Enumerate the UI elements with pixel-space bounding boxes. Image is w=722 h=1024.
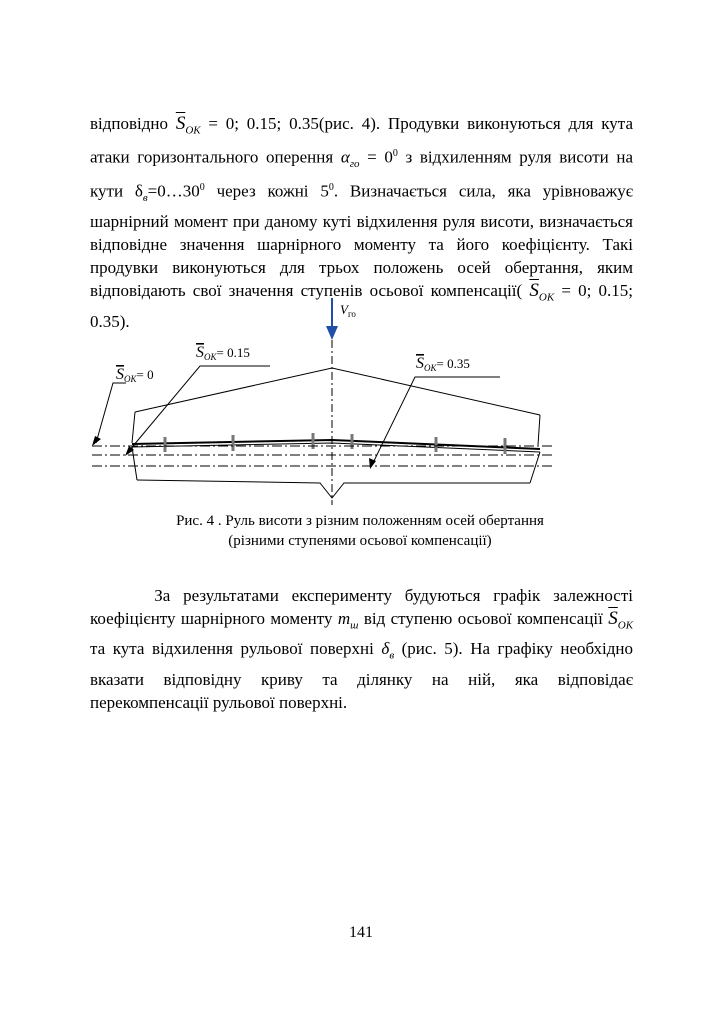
label-s015: $S_{ОК}= 0.15$: [196, 344, 250, 362]
page-number: 141: [349, 924, 373, 941]
leader-s0-arrowhead: [92, 436, 101, 446]
delta-subscript-2: в: [389, 649, 395, 662]
s-ok-symbol-3: $\overline{S}$: [608, 608, 618, 629]
paragraph-2: [90, 584, 633, 714]
p1-text-4: з відхиленням руля висоти на кути δ: [90, 148, 633, 202]
p2-text-3: та кута відхилення рульової поверхні: [90, 639, 382, 659]
degree-3: 0: [328, 182, 334, 194]
p1-text-6: через кожні 5: [204, 182, 329, 202]
s-ok-subscript: ОК: [185, 124, 201, 137]
alpha-subscript: го: [349, 158, 360, 171]
caption-line-1: Рис. 4 . Руль висоти з різним положенням осей обертання: [176, 513, 544, 529]
caption-line-2: (різними ступенями осьової компенсації): [228, 533, 492, 549]
hinge-line: [132, 440, 540, 449]
leader-s0: [96, 383, 126, 443]
label-s035: $S_{ОК}= 0.35$: [416, 355, 470, 373]
left-edge-lower: [132, 447, 137, 480]
label-s0: $S_{ОК}= 0$: [116, 366, 154, 384]
leading-edge-outline: [135, 368, 540, 415]
right-edge-lower: [530, 452, 540, 483]
degree-2: 0: [199, 182, 205, 194]
s-ok-subscript-2: ОК: [538, 291, 555, 304]
p2-text-4: (рис. 5). На графіку необхідно вказати відповідну криву та ділянку на ній, яка відповідає перекомпенсації рульової поверхні.: [90, 639, 633, 712]
m-subscript: ш: [350, 619, 359, 632]
right-edge-upper: [538, 415, 540, 445]
p2-text-1: За результатами експерименту будуються графік залежності коефіцієнту шарнірного моменту: [90, 586, 633, 628]
p2-text-2: від ступеню осьової компенсації: [358, 609, 609, 628]
p1-text-7: . Визначається сила, яка урівноважує шарнірний момент при даному куті відхилення руля висоти, визначається відповідне значення шарнірного моменту та його коефіцієнту. Такі продувки виконуються для трьох положень осей обертання, яким відповідають свої значення ступенів осьової компенсації(: [90, 182, 633, 301]
p1-text-5: =0…30: [147, 182, 200, 202]
left-edge-upper: [132, 412, 135, 443]
delta-symbol: δ: [381, 639, 390, 659]
alpha-symbol: α: [340, 148, 350, 168]
s-ok-subscript-3: ОК: [617, 619, 633, 632]
s-ok-symbol: $\overline{S}$: [175, 113, 186, 134]
trailing-edge-outline: [137, 480, 530, 498]
figure-caption: [100, 511, 620, 551]
velocity-arrow-head: [326, 326, 338, 340]
p1-text-3: = 0: [359, 148, 393, 168]
degree-1: 0: [392, 148, 398, 160]
p1-text-1: відповідно: [90, 114, 176, 133]
velocity-label: $V_{го}$: [340, 302, 356, 319]
p1-text-8: = 0; 0.15; 0.35).: [90, 281, 633, 331]
s-ok-symbol-2: $\overline{S}$: [529, 280, 539, 302]
p1-text-2: = 0; 0.15; 0.35(рис. 4). Продувки виконуються для кута атаки горизонтального оперення: [90, 114, 633, 168]
hinge-line-lower: [132, 443, 540, 452]
delta-subscript: в: [142, 192, 148, 205]
m-symbol: m: [337, 609, 351, 628]
